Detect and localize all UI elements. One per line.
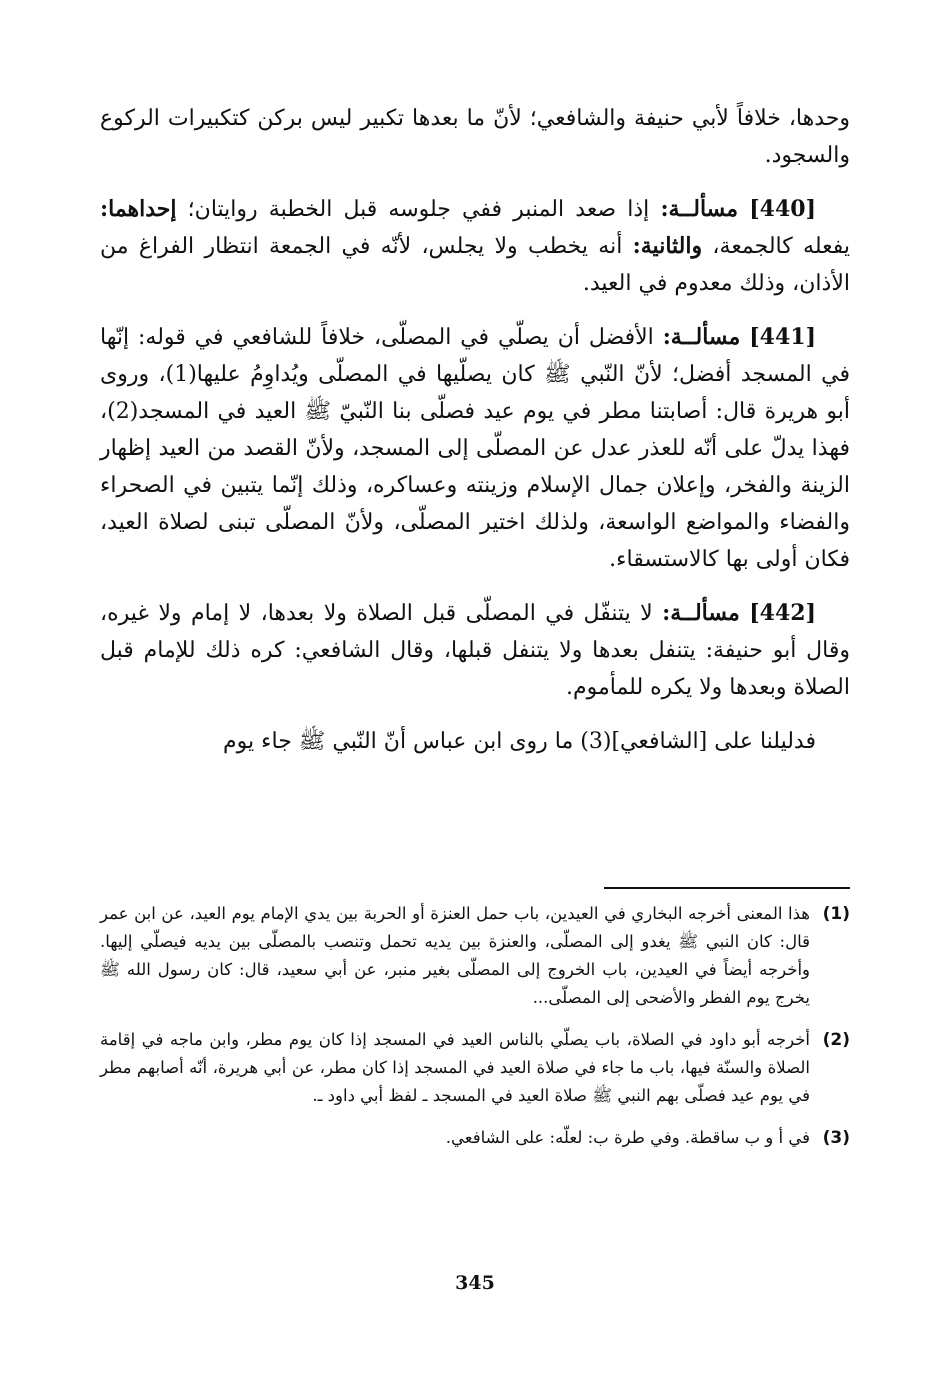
first-narration-label: إحداهما:: [100, 196, 177, 222]
footnote-item: [100, 1026, 850, 1110]
footnotes: [100, 900, 850, 1166]
issue-text: لا يتنفّل في المصلّى قبل الصلاة ولا بعدها، لا إمام ولا غيره، وقال أبو حنيفة: يتنفل بعدها ولا يتنفل قبلها، وقال الشافعي: كره ذلك للإمام قبل الصلاة وبعدها ولا يكره للمأموم.: [100, 601, 850, 700]
footnote-text: في أ و ب ساقطة. وفي طرة ب: لعلّه: على الشافعي.: [445, 1128, 810, 1147]
issue-number: [441]: [749, 324, 816, 350]
issue-text: الأفضل أن يصلّي في المصلّى، خلافاً للشافعي في قوله: إنّها في المسجد أفضل؛ لأنّ النّبي ﷺ كان يصلّيها في المصلّى ويُداوِمُ عليها(1)، وروى أبو هريرة قال: أصابتنا مطر في يوم عيد فصلّى بنا النّبيّ ﷺ العيد في المسجد(2)، فهذا يدلّ على أنّه للعذر عدل عن المصلّى إلى المسجد، ولأنّ القصد من العيد إظهار الزينة والفخر، وإعلان جمال الإسلام وزينته وعساكره، وذلك إنّما يتبين في الصحراء والفضاء والمواضع الواسعة، ولذلك اختير المصلّى، ولأنّ المصلّى تبنى لصلاة العيد، فكان أولى بها كالاستسقاء.: [100, 325, 850, 572]
footnote-number: (1): [822, 904, 850, 924]
paragraph-issue-442: [100, 595, 850, 706]
issue-text: يفعله كالجمعة،: [702, 234, 850, 259]
footnote-text: أخرجه أبو داود في الصلاة، باب يصلّي بالناس العيد في المسجد إذا كان يوم مطر، وابن ماجه في إقامة الصلاة والسنّة فيها، باب ما جاء في صلاة العيد في المسجد إذا كان مطر، عن أبي هريرة، أنّه أصابهم مطر في يوم عيد فصلّى بهم النبي ﷺ صلاة العيد في المسجد ـ لفظ أبي داود ـ.: [100, 1030, 810, 1105]
issue-number: [440]: [749, 196, 816, 222]
issue-number: [442]: [749, 600, 817, 626]
issue-label: مسألــة:: [662, 324, 741, 350]
footnote-item: [100, 900, 850, 1012]
footnote-divider: [604, 887, 850, 889]
issue-label: مسألــة:: [662, 600, 740, 626]
second-narration-label: والثانية:: [632, 233, 703, 259]
footnote-number: (3): [822, 1128, 850, 1148]
paragraph-intro: وحدها، خلافاً لأبي حنيفة والشافعي؛ لأنّ ما بعدها تكبير ليس بركن كتكبيرات الركوع والسجود.: [100, 106, 850, 168]
issue-text: إذا صعد المنبر ففي جلوسه قبل الخطبة روايتان؛: [176, 197, 661, 222]
paragraph-evidence: فدليلنا على [الشافعي](3) ما روى ابن عباس أنّ النّبي ﷺ جاء يوم: [223, 729, 816, 754]
paragraph-issue-440: [100, 191, 850, 302]
main-text: [100, 100, 850, 760]
document-page: [100, 100, 850, 1360]
footnote-item: [100, 1124, 850, 1152]
issue-text: أنه يخطب ولا يجلس، لأنّه في الجمعة انتظار الفراغ من الأذان، وذلك معدوم في العيد.: [100, 234, 850, 296]
footnote-text: هذا المعنى أخرجه البخاري في العيدين، باب حمل العنزة أو الحربة بين يدي الإمام يوم العيد، عن ابن عمر قال: كان النبي ﷺ يغدو إلى المصلّى، والعنزة بين يديه تحمل وتنصب بالمصلّى بين يديه فيصلّي إليها. وأخرجه أيضاً في العيدين، باب الخروج إلى المصلّى بغير منبر، عن أبي سعيد، قال: كان رسول الله ﷺ يخرج يوم الفطر والأضحى إلى المصلّى...: [100, 904, 810, 1007]
paragraph-issue-441: [100, 319, 850, 578]
page-number: 345: [455, 1272, 495, 1294]
footnote-number: (2): [822, 1030, 850, 1050]
issue-label: مسألــة:: [660, 196, 739, 222]
